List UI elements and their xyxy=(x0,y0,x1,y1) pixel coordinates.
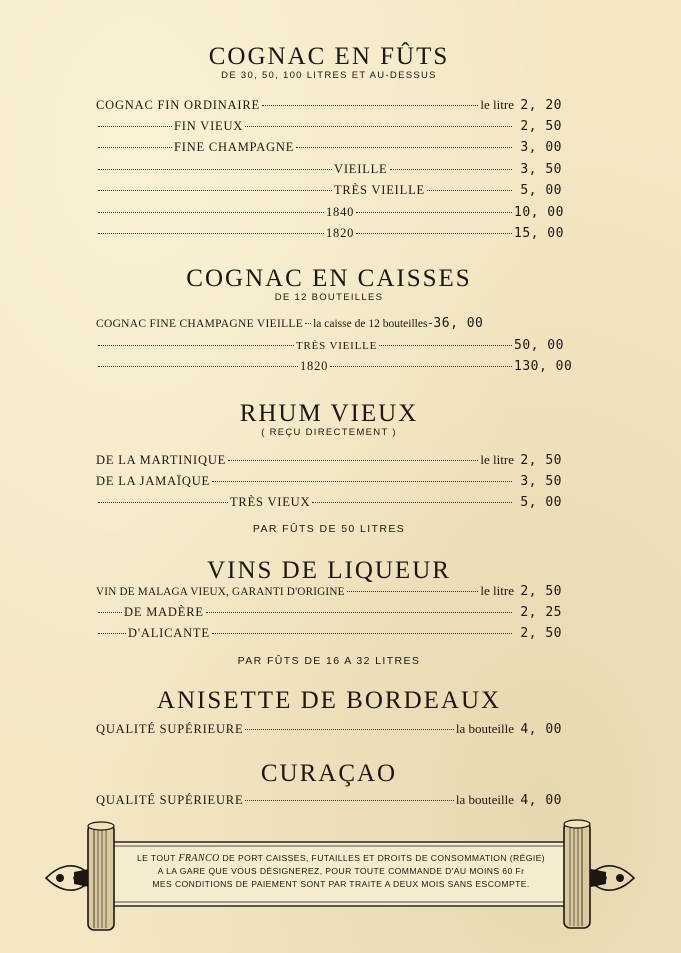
section-cognac-caisses xyxy=(96,266,562,304)
table-row xyxy=(96,626,562,648)
item-label: TRÈS VIEILLE xyxy=(296,339,378,352)
section-note-text: PAR FÛTS DE 16 A 32 LITRES xyxy=(237,655,421,667)
item-price: 2, 20 xyxy=(520,98,562,113)
item-label: TRÈS VIEILLE xyxy=(334,183,425,197)
section-title: ANISETTE DE BORDEAUX xyxy=(156,687,502,714)
section-title: RHUM VIEUX xyxy=(239,400,419,427)
section-anisette xyxy=(96,688,562,714)
item-label: COGNAC FINE CHAMPAGNE VIEILLE xyxy=(96,318,304,330)
section-subtitle: DE 30, 50, 100 LITRES ET AU-DESSUS xyxy=(221,70,437,81)
item-label: 1820 xyxy=(326,226,355,240)
dot-leader xyxy=(98,147,172,148)
table-row xyxy=(96,474,562,496)
section-subtitle: ( REÇU DIRECTEMENT ) xyxy=(261,427,397,438)
section-note xyxy=(96,520,562,538)
dot-leader xyxy=(245,729,453,730)
item-price: 5, 00 xyxy=(520,495,562,510)
left-roll-icon xyxy=(88,822,114,930)
item-label: QUALITÉ SUPÉRIEURE xyxy=(96,722,244,736)
franco-word: FRANCO xyxy=(178,853,220,864)
table-row xyxy=(96,338,562,360)
table-row xyxy=(96,162,562,184)
item-unit: la caisse de 12 bouteilles xyxy=(313,318,428,330)
section-note-text: PAR FÛTS DE 50 LITRES xyxy=(252,523,406,535)
item-unit: le litre xyxy=(480,583,514,598)
item-price: 3, 50 xyxy=(520,473,562,489)
item-unit: le litre xyxy=(480,97,514,112)
dot-leader xyxy=(379,345,512,346)
item-label: QUALITÉ SUPÉRIEURE xyxy=(96,793,244,807)
item-price: 2, 50 xyxy=(520,453,562,468)
section-subtitle: DE 12 BOUTEILLES xyxy=(274,292,384,303)
banner-line-2: A LA GARE QUE VOUS DÉSIGNEREZ, POUR TOUTE COMMANDE D'AU MOINS 60 Fr xyxy=(157,866,525,876)
dot-leader xyxy=(98,633,126,634)
banner-line-1-start: LE TOUT xyxy=(136,853,176,863)
dot-leader xyxy=(427,190,512,191)
item-label: TRÈS VIEUX xyxy=(230,495,311,509)
item-price: 2, 50 xyxy=(520,118,562,134)
table-row xyxy=(96,583,562,605)
item-label: DE MADÈRE xyxy=(124,604,204,619)
item-price: 50, 00 xyxy=(514,337,564,353)
item-price: 36, 00 xyxy=(433,316,484,331)
dot-leader xyxy=(245,800,453,801)
price-table-cognac-caisses xyxy=(96,316,573,381)
item-label: FINE CHAMPAGNE xyxy=(174,140,295,154)
item-price: 15, 00 xyxy=(514,226,564,241)
banner-line-3: MES CONDITIONS DE PAIEMENT SONT PAR TRAITE A DEUX MOIS SANS ESCOMPTE. xyxy=(152,879,530,889)
dot-leader xyxy=(429,323,431,324)
item-label: DE LA MARTINIQUE xyxy=(96,453,227,467)
dot-leader xyxy=(98,502,228,503)
section-vins-de-liqueur xyxy=(96,558,562,584)
item-price: 2, 50 xyxy=(520,584,562,599)
price-table-curacao xyxy=(96,792,562,814)
dot-leader xyxy=(356,212,512,213)
table-row xyxy=(96,205,562,227)
table-row xyxy=(96,97,562,119)
item-price: 5, 00 xyxy=(520,183,562,198)
table-row xyxy=(96,605,562,627)
banner-text xyxy=(118,852,564,891)
dot-leader xyxy=(228,460,478,461)
dot-leader xyxy=(98,212,324,213)
section-curacao xyxy=(96,761,562,787)
dot-leader xyxy=(98,190,332,191)
banner-line-1-end: DE PORT CAISSES, FUTAILLES ET DROITS DE CONSOMMATION (RÉGIE) xyxy=(222,853,546,863)
item-label: COGNAC FIN ORDINAIRE xyxy=(96,98,260,112)
dot-leader xyxy=(305,323,311,324)
price-table-cognac-futs xyxy=(96,97,562,248)
dot-leader xyxy=(262,105,479,106)
table-row xyxy=(96,140,562,162)
dot-leader xyxy=(347,591,479,592)
item-label: VIN DE MALAGA VIEUX, GARANTI D'ORIGINE xyxy=(96,586,345,598)
item-unit: la bouteille xyxy=(455,721,514,736)
right-roll-icon xyxy=(564,820,590,928)
dot-leader xyxy=(245,126,512,127)
dot-leader xyxy=(356,233,512,234)
table-row xyxy=(96,495,562,517)
item-price: 10, 00 xyxy=(514,204,564,220)
table-row xyxy=(96,226,562,248)
section-note xyxy=(96,652,562,670)
section-title: COGNAC EN FÛTS xyxy=(208,43,450,70)
dot-leader xyxy=(312,502,512,503)
dot-leader xyxy=(212,633,512,634)
dot-leader xyxy=(98,612,122,613)
item-label: 1840 xyxy=(326,204,355,219)
item-price: 3, 00 xyxy=(520,140,562,155)
item-price: 4, 00 xyxy=(520,793,562,808)
item-unit: le litre xyxy=(480,452,514,467)
price-table-anisette xyxy=(96,721,562,743)
section-title: CURAÇAO xyxy=(260,760,398,787)
table-row xyxy=(96,452,562,474)
price-table-rhum xyxy=(96,452,562,517)
section-rhum-vieux xyxy=(96,401,562,439)
item-price: 3, 50 xyxy=(520,161,562,177)
dot-leader xyxy=(98,126,172,127)
dot-leader xyxy=(98,233,324,234)
table-row xyxy=(96,721,562,743)
item-label: FIN VIEUX xyxy=(174,118,244,133)
item-label: DE LA JAMAÏQUE xyxy=(96,473,210,488)
dot-leader xyxy=(98,366,298,367)
dot-leader xyxy=(330,366,512,367)
dot-leader xyxy=(212,481,512,482)
table-row xyxy=(96,359,573,381)
dot-leader xyxy=(296,147,512,148)
item-label: VIEILLE xyxy=(334,161,388,176)
section-title: VINS DE LIQUEUR xyxy=(207,557,451,584)
item-label: D'ALICANTE xyxy=(128,626,210,640)
dot-leader xyxy=(98,169,332,170)
table-row xyxy=(96,792,562,814)
section-title: COGNAC EN CAISSES xyxy=(186,265,472,292)
price-table-vins xyxy=(96,583,562,648)
dot-leader xyxy=(98,345,294,346)
table-row xyxy=(96,183,562,205)
item-price: 2, 25 xyxy=(520,604,562,620)
table-row xyxy=(96,316,562,338)
dot-leader xyxy=(390,169,513,170)
item-price: 2, 50 xyxy=(520,626,562,641)
item-price: 130, 00 xyxy=(514,359,573,374)
item-price: 4, 00 xyxy=(520,722,562,737)
section-cognac-futs xyxy=(96,44,562,82)
item-label: 1820 xyxy=(300,359,329,373)
item-unit: la bouteille xyxy=(455,792,514,807)
table-row xyxy=(96,119,562,141)
banner-line-1 xyxy=(118,852,564,865)
dot-leader xyxy=(206,612,512,613)
